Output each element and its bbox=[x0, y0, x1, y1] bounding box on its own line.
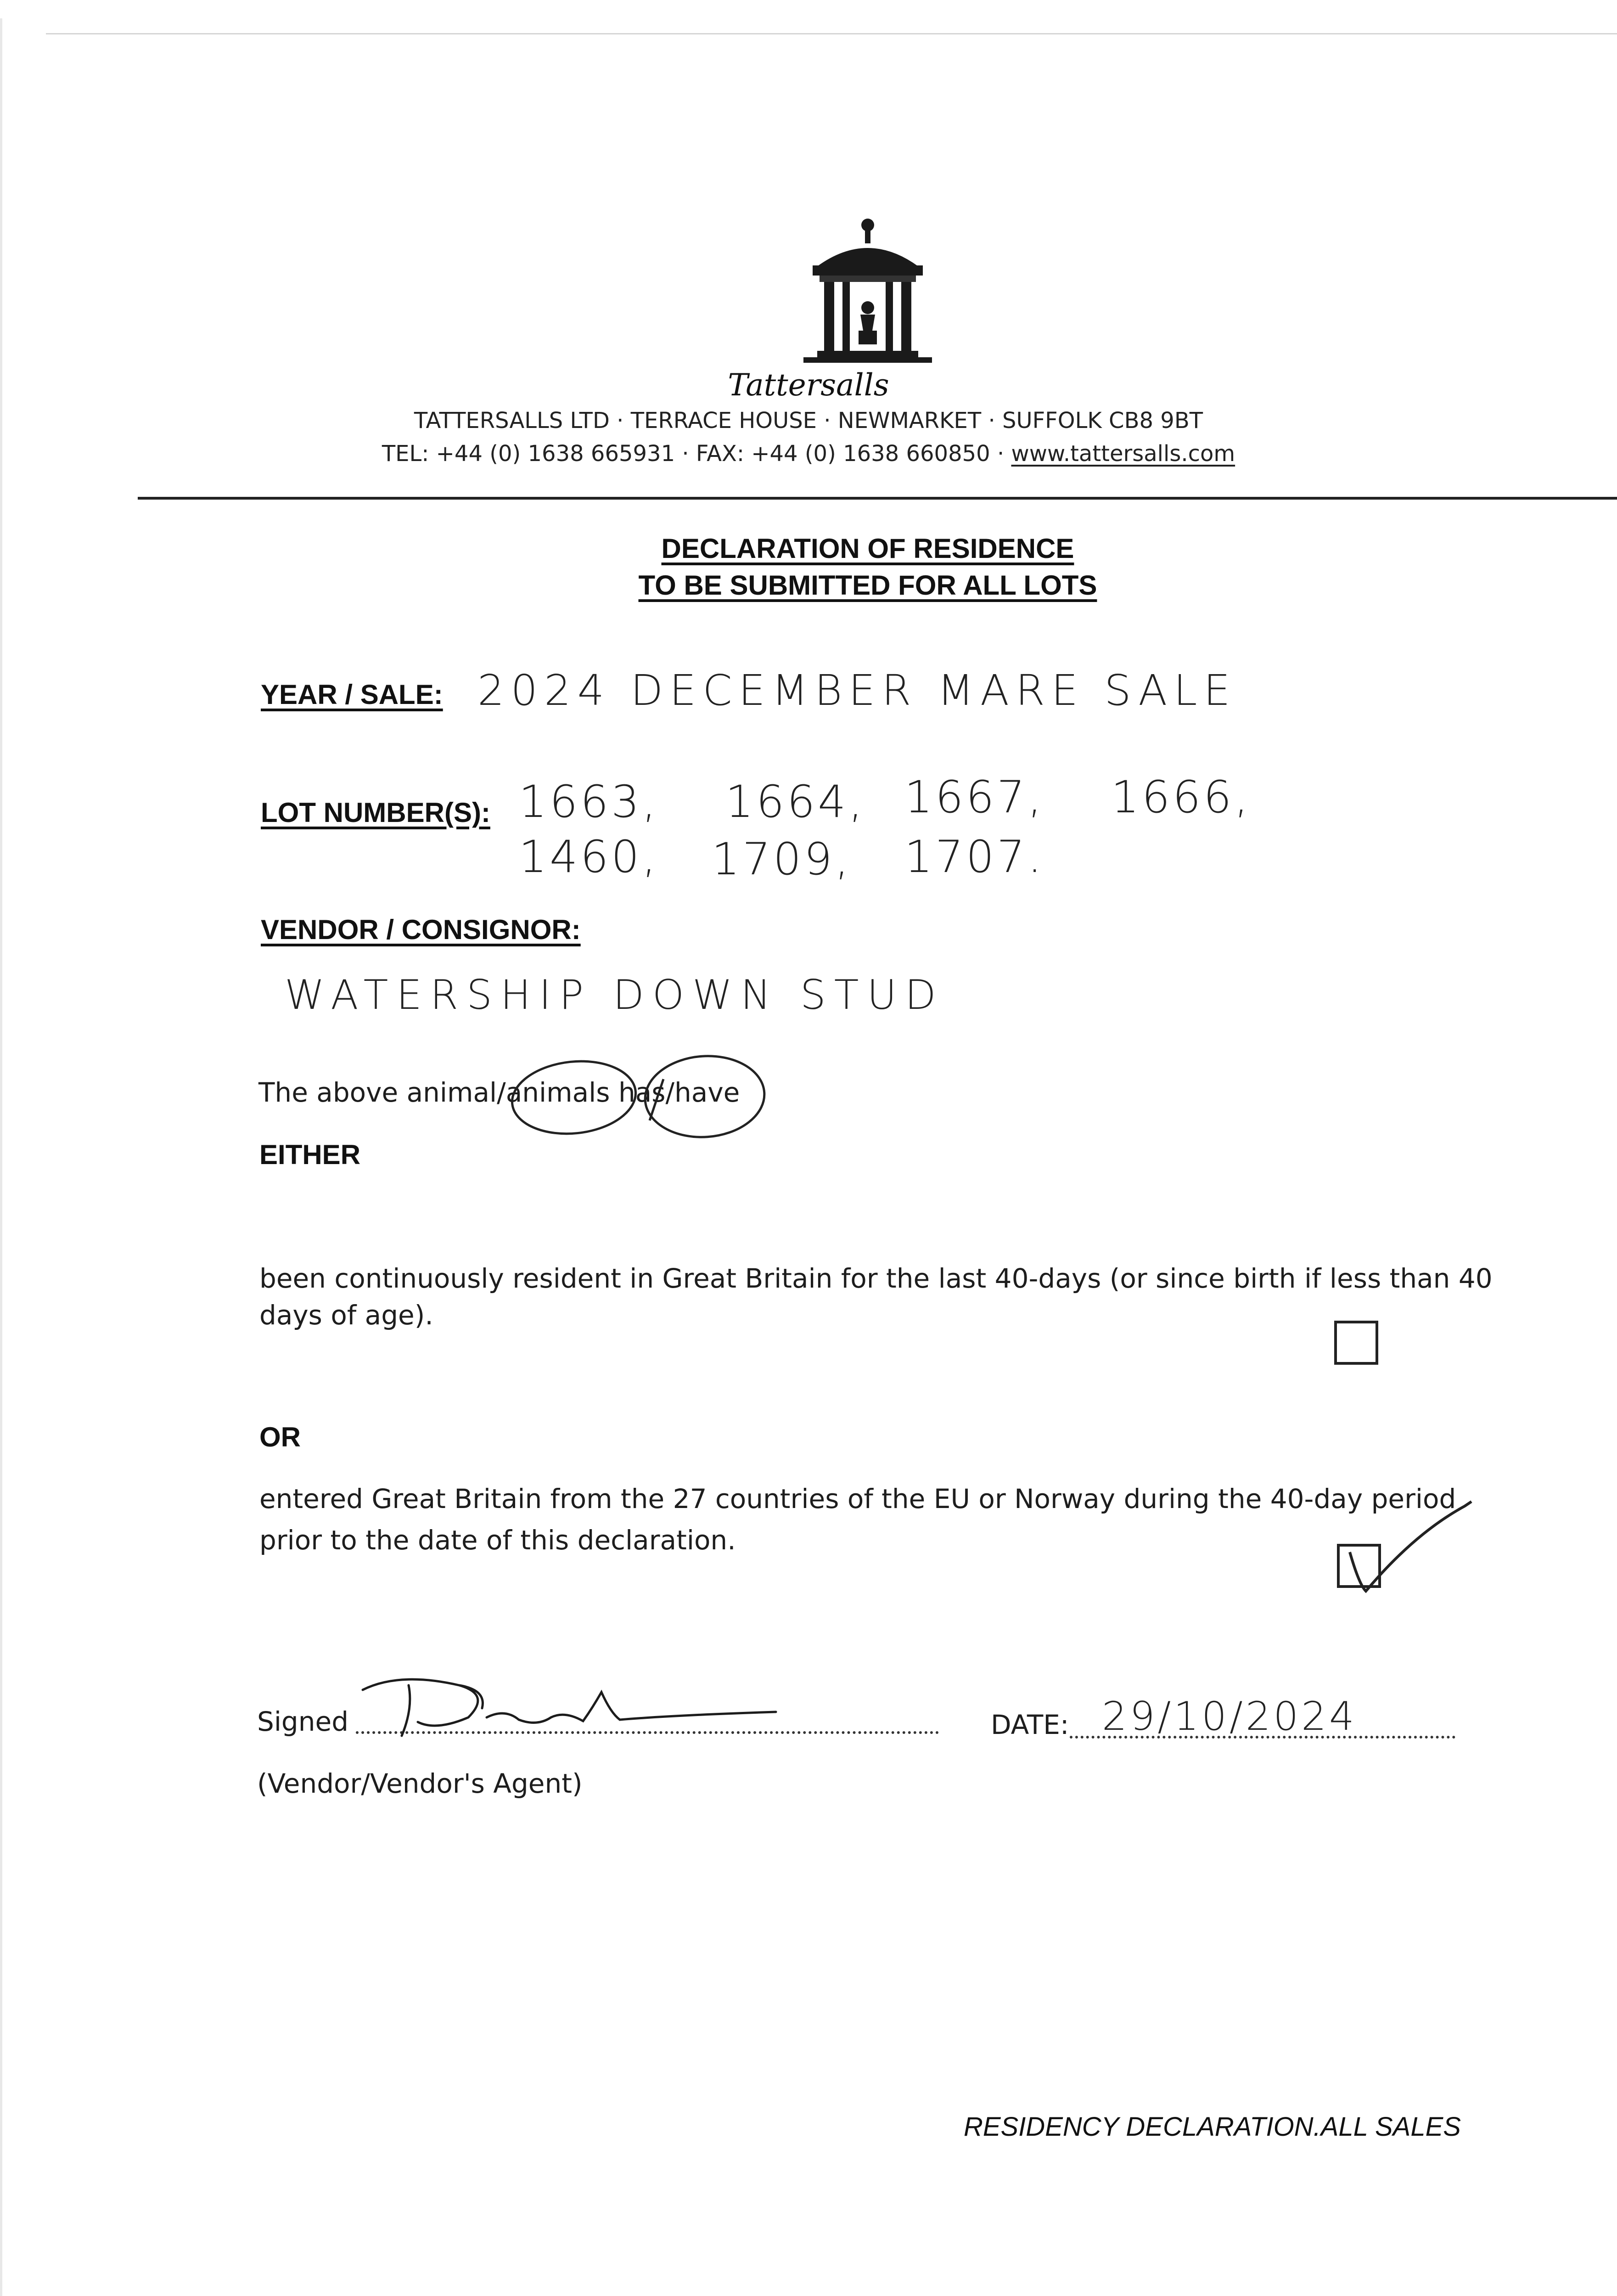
temple-emblem-icon bbox=[799, 216, 937, 372]
signature-scribble bbox=[354, 1667, 790, 1745]
signer-role: (Vendor/Vendor's Agent) bbox=[257, 1768, 583, 1799]
either-label: EITHER bbox=[259, 1139, 361, 1170]
year-sale-value[interactable]: 2024 DECEMBER MARE SALE bbox=[477, 666, 1237, 715]
option1-text-line2: days of age). bbox=[259, 1300, 433, 1331]
company-contact bbox=[0, 441, 1617, 467]
scan-edge-top bbox=[46, 33, 1617, 34]
circle-mark-animals bbox=[509, 1055, 640, 1139]
statement-mid: has/ bbox=[610, 1077, 675, 1108]
checkmark-icon bbox=[1331, 1479, 1497, 1616]
circled-animals[interactable]: animals bbox=[505, 1077, 610, 1108]
website-link[interactable]: www.tattersalls.com bbox=[1011, 441, 1235, 467]
scan-edge-left bbox=[0, 18, 2, 2296]
date-value[interactable]: 29/10/2024 bbox=[1102, 1694, 1357, 1739]
lot-numbers-label: LOT NUMBER(S): bbox=[261, 797, 490, 828]
option1-checkbox[interactable] bbox=[1334, 1321, 1378, 1365]
strike-mark-has bbox=[650, 1079, 663, 1120]
lot-number-item[interactable]: 1460, bbox=[519, 831, 659, 883]
tattersalls-logo bbox=[799, 216, 937, 372]
signed-label: Signed bbox=[257, 1706, 349, 1737]
logo-wordmark: Tattersalls bbox=[728, 367, 889, 403]
contact-phone-fax: TEL: +44 (0) 1638 665931 · FAX: +44 (0) 1638 660850 · bbox=[382, 441, 1011, 467]
circle-marks-overlay bbox=[487, 1052, 808, 1171]
circled-have[interactable]: have bbox=[674, 1077, 740, 1108]
circle-mark-have bbox=[642, 1052, 767, 1141]
year-sale-label: YEAR / SALE: bbox=[261, 679, 443, 710]
vendor-value[interactable]: WATERSHIP DOWN STUD bbox=[285, 971, 944, 1019]
option2-text-line1: entered Great Britain from the 27 countries of the EU or Norway during the 40-day period bbox=[259, 1483, 1456, 1514]
lot-number-item[interactable]: 1666, bbox=[1111, 771, 1251, 823]
or-label: OR bbox=[259, 1422, 301, 1452]
option2-text-line2: prior to the date of this declaration. bbox=[259, 1525, 736, 1556]
header-divider bbox=[138, 497, 1617, 500]
footer-form-name: RESIDENCY DECLARATION.ALL SALES bbox=[963, 2112, 1461, 2142]
lot-number-item[interactable]: 1663, bbox=[519, 776, 659, 827]
lot-number-item[interactable]: 1707. bbox=[904, 831, 1044, 883]
lot-number-item[interactable]: 1667, bbox=[904, 771, 1044, 823]
lot-number-item[interactable]: 1664, bbox=[725, 776, 865, 827]
vendor-label: VENDOR / CONSIGNOR: bbox=[261, 914, 581, 945]
form-title-line2: TO BE SUBMITTED FOR ALL LOTS bbox=[638, 570, 1097, 601]
option1-text-line1: been continuously resident in Great Britain for the last 40-days (or since birth if less than 40 bbox=[259, 1263, 1493, 1294]
company-address: TATTERSALLS LTD · TERRACE HOUSE · NEWMARKET · SUFFOLK CB8 9BT bbox=[414, 408, 1203, 433]
form-title-line1: DECLARATION OF RESIDENCE bbox=[661, 533, 1074, 564]
lot-number-item[interactable]: 1709, bbox=[712, 833, 852, 885]
date-label: DATE: bbox=[991, 1709, 1069, 1740]
statement-prefix: The above animal/ bbox=[258, 1077, 506, 1108]
